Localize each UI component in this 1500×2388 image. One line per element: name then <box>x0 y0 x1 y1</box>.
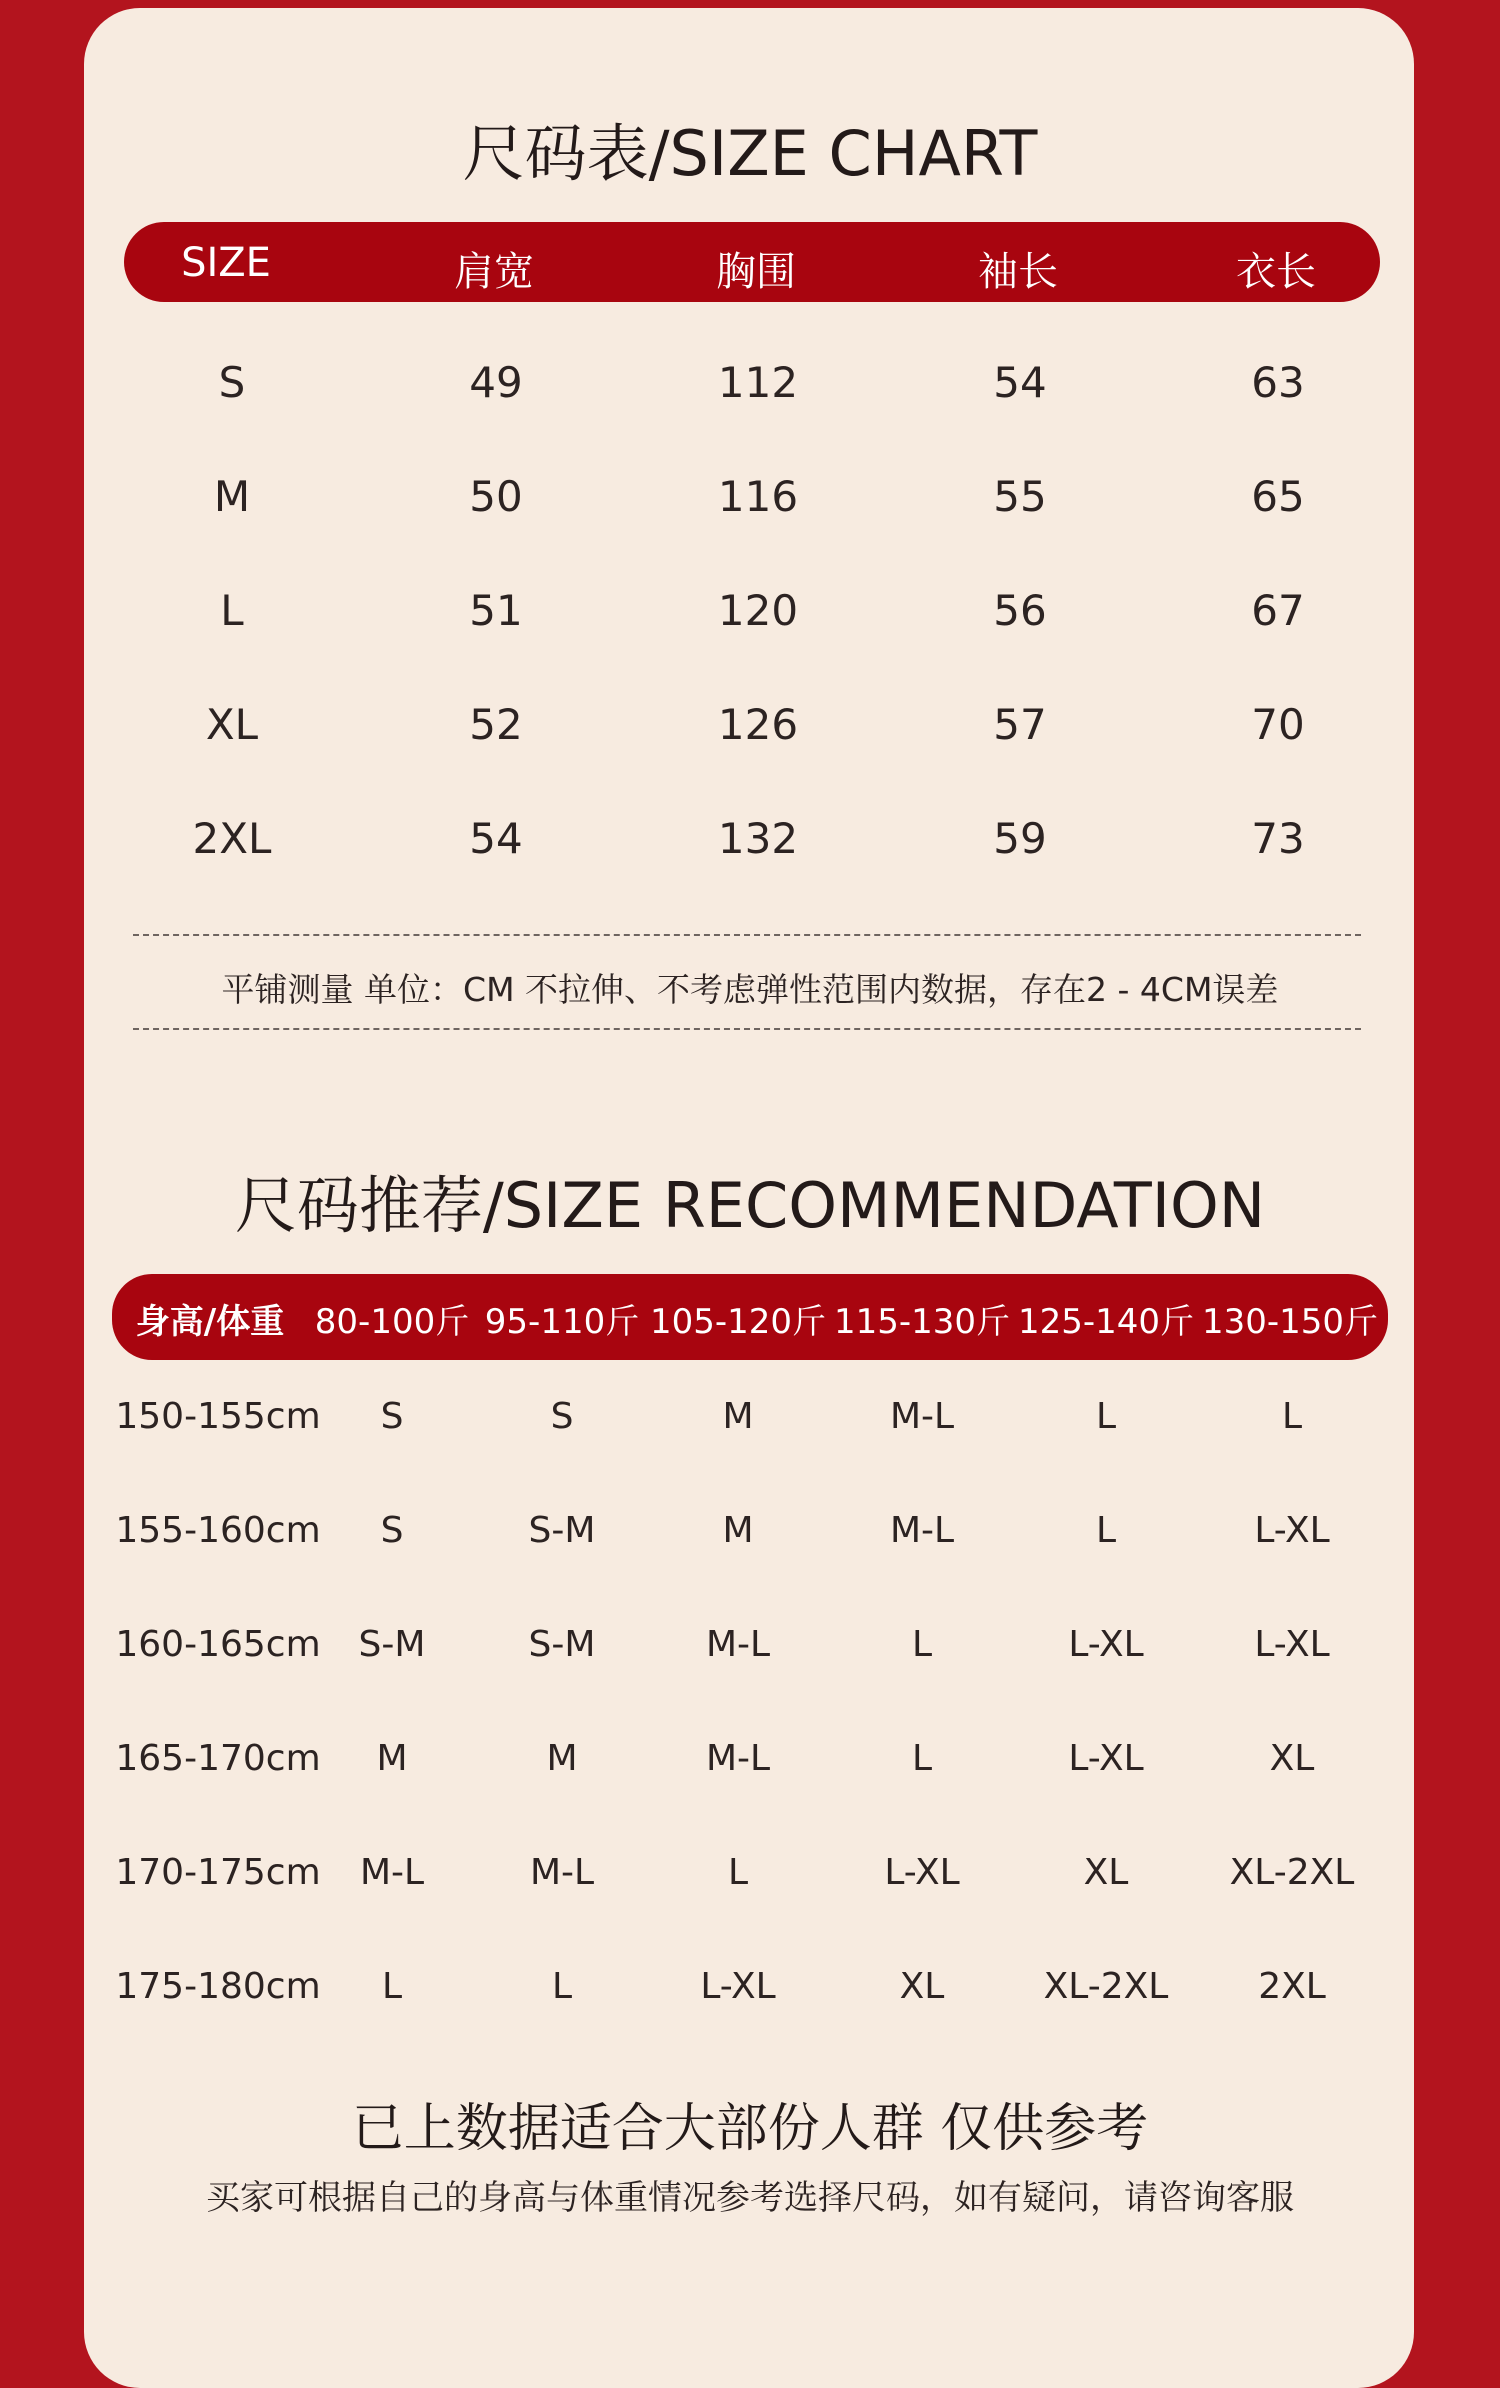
recommendation-cell: M-L <box>889 1510 955 1551</box>
size-chart-header-cell: 胸围 <box>716 249 796 295</box>
recommendation-cell: L-XL <box>1254 1510 1330 1551</box>
recommendation-cell: 2XL <box>1258 1966 1326 2007</box>
size-chart-cell: 112 <box>717 358 799 407</box>
recommendation-cell: L <box>727 1852 749 1893</box>
recommendation-cell: S-M <box>528 1624 596 1665</box>
size-chart-cell: 63 <box>1251 358 1305 407</box>
recommendation-cell: 170-175cm <box>115 1852 321 1893</box>
recommendation-cell: L <box>1095 1510 1117 1551</box>
recommendation-cell: 175-180cm <box>115 1966 321 2007</box>
recommendation-cell: L-XL <box>700 1966 776 2007</box>
size-chart-cell: 59 <box>993 814 1047 863</box>
recommendation-cell: L-XL <box>884 1852 960 1893</box>
size-chart-header-cell: 袖长 <box>978 249 1058 295</box>
recommendation-cell: L <box>1281 1396 1303 1437</box>
size-chart-cell: 126 <box>717 700 799 749</box>
size-chart-cell: S <box>218 358 246 407</box>
recommendation-cell: L-XL <box>1068 1624 1144 1665</box>
size-chart-header-cell: 衣长 <box>1236 249 1316 295</box>
size-chart-header <box>124 222 1380 302</box>
measurement-note: 平铺测量 单位：CM 不拉伸、不考虑弹性范围内数据，存在2 - 4CM误差 <box>221 970 1279 1009</box>
size-chart-cell: 70 <box>1251 700 1305 749</box>
recommendation-cell: 160-165cm <box>115 1624 321 1665</box>
recommendation-header-cell: 130-150斤 <box>1201 1302 1379 1342</box>
recommendation-header-cell: 80-100斤 <box>314 1302 470 1342</box>
recommendation-cell: M <box>546 1738 578 1779</box>
dashed-divider <box>133 934 1361 936</box>
size-chart-cell: 54 <box>469 814 523 863</box>
recommendation-cell: S <box>380 1396 404 1437</box>
size-chart-cell: L <box>220 586 244 635</box>
footer-title: 已上数据适合大部份人群 仅供参考 <box>351 2099 1149 2159</box>
recommendation-cell: L <box>381 1966 403 2007</box>
size-chart-cell: 67 <box>1251 586 1305 635</box>
size-chart-cell: 56 <box>993 586 1047 635</box>
footer-subtitle: 买家可根据自己的身高与体重情况参考选择尺码，如有疑问，请咨询客服 <box>206 2178 1294 2218</box>
recommendation-cell: M-L <box>705 1624 771 1665</box>
recommendation-cell: S <box>380 1510 404 1551</box>
recommendation-header-cell: 身高/体重 <box>135 1302 285 1342</box>
recommendation-cell: M-L <box>529 1852 595 1893</box>
recommendation-cell: L <box>911 1624 933 1665</box>
recommendation-cell: L <box>1095 1396 1117 1437</box>
recommendation-cell: 155-160cm <box>115 1510 321 1551</box>
size-chart-cell: XL <box>205 700 259 749</box>
size-chart-cell: 52 <box>469 700 523 749</box>
recommendation-cell: L <box>551 1966 573 2007</box>
size-chart-cell: 55 <box>993 472 1047 521</box>
size-chart-cell: 50 <box>469 472 523 521</box>
recommendation-header-cell: 105-120斤 <box>649 1302 827 1342</box>
size-chart-cell: 57 <box>993 700 1047 749</box>
recommendation-cell: M <box>376 1738 408 1779</box>
size-chart-cell: 2XL <box>192 814 272 863</box>
size-chart-cell: 73 <box>1251 814 1305 863</box>
recommendation-cell: XL-2XL <box>1229 1852 1355 1893</box>
recommendation-cell: 165-170cm <box>115 1738 321 1779</box>
recommendation-cell: S-M <box>528 1510 596 1551</box>
recommendation-cell: M-L <box>705 1738 771 1779</box>
recommendation-cell: XL <box>899 1966 945 2007</box>
size-chart-cell: 49 <box>469 358 523 407</box>
size-chart-cell: 120 <box>717 586 799 635</box>
recommendation-cell: L-XL <box>1254 1624 1330 1665</box>
size-chart-cell: M <box>213 472 251 521</box>
size-chart-header-cell: SIZE <box>181 240 271 286</box>
recommendation-cell: M <box>722 1396 754 1437</box>
recommendation-cell: L-XL <box>1068 1738 1144 1779</box>
recommendation-title: 尺码推荐/SIZE RECOMMENDATION <box>234 1169 1266 1242</box>
recommendation-cell: XL <box>1083 1852 1129 1893</box>
dashed-divider <box>133 1028 1361 1030</box>
size-chart-title: 尺码表/SIZE CHART <box>462 117 1038 190</box>
recommendation-cell: S-M <box>358 1624 426 1665</box>
size-chart-cell: 54 <box>993 358 1047 407</box>
size-chart-header-cell: 肩宽 <box>454 249 534 295</box>
recommendation-header-cell: 125-140斤 <box>1017 1302 1195 1342</box>
recommendation-cell: L <box>911 1738 933 1779</box>
size-chart-cell: 132 <box>717 814 799 863</box>
recommendation-cell: 150-155cm <box>115 1396 321 1437</box>
recommendation-header-cell: 115-130斤 <box>833 1302 1011 1342</box>
recommendation-cell: M-L <box>889 1396 955 1437</box>
recommendation-cell: M-L <box>359 1852 425 1893</box>
recommendation-cell: S <box>550 1396 574 1437</box>
recommendation-cell: XL <box>1269 1738 1315 1779</box>
size-chart-cell: 51 <box>469 586 523 635</box>
size-chart-cell: 116 <box>717 472 799 521</box>
recommendation-header <box>112 1274 1388 1360</box>
recommendation-cell: XL-2XL <box>1043 1966 1169 2007</box>
recommendation-cell: M <box>722 1510 754 1551</box>
size-chart-cell: 65 <box>1251 472 1305 521</box>
recommendation-header-cell: 95-110斤 <box>484 1302 640 1342</box>
